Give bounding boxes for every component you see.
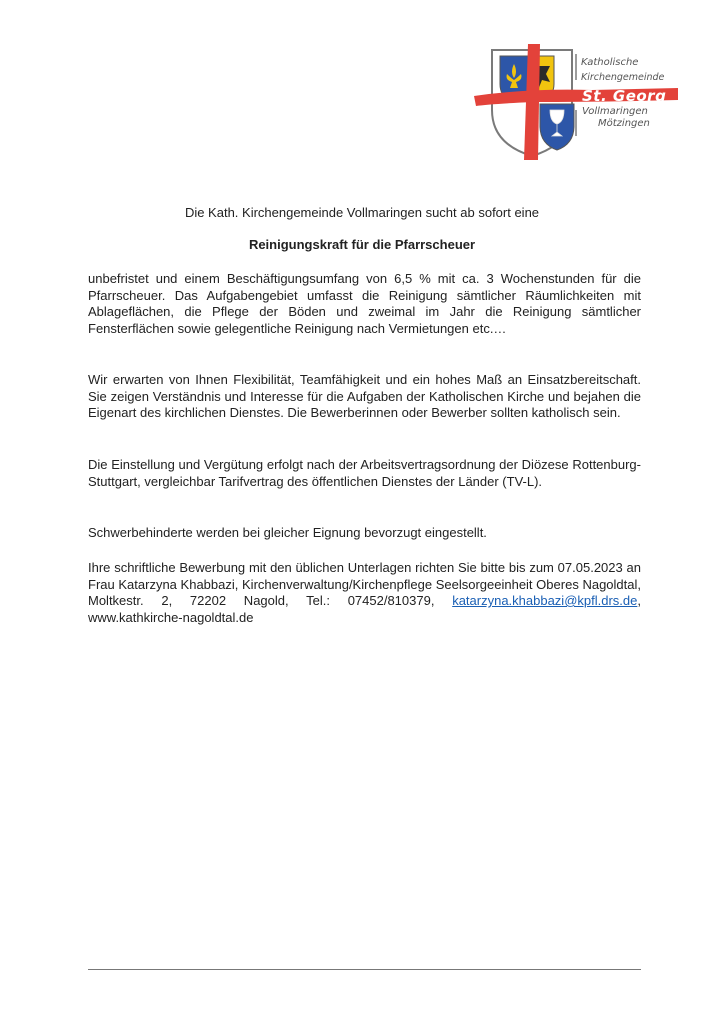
logo-line-5: Mötzingen [598,118,650,129]
contact-email-link[interactable]: katarzyna.khabbazi@kpfl.drs.de [452,593,638,608]
logo-line-2: Kirchengemeinde [581,72,665,83]
separator: , [637,593,641,608]
application-text: Ihre schriftliche Bewerbung mit den üblichen Unterlagen richten Sie bitte bis zum 07.05.2023 an Frau Katarzyna Khabbazi, Kirchenverwaltung/Kirchenpflege Seelsorgeeinheit Oberes Nagoldtal, Moltkestr. 2, 72202 Nagold, Tel.: 07452/810379, [88,560,641,608]
footer-divider [88,969,641,970]
logo-line-4: Vollmaringen [582,106,648,117]
logo-parish-name: St. Georg [582,87,667,105]
parish-logo [470,44,680,160]
logo-line-1: Katholische [581,57,639,68]
paragraph-disability-note: Schwerbehinderte werden bei gleicher Eignung bevorzugt eingestellt. [88,525,487,540]
paragraph-application [88,560,641,626]
intro-line: Die Kath. Kirchengemeinde Vollmaringen sucht ab sofort eine [184,205,540,220]
job-title-heading: Reinigungskraft für die Pfarrscheuer [248,237,476,252]
paragraph-expectations: Wir erwarten von Ihnen Flexibilität, Teamfähigkeit und ein hohes Maß an Einsatzbereitschaft. Sie zeigen Verständnis und Interesse für die Aufgaben der Katholischen Kirche und bejahen die Eigenart des kirchlichen Dienstes. Die Bewerberinnen oder Bewerber sollten katholisch sein. [88,372,641,420]
website-text: www.kathkirche-nagoldtal.de [88,609,254,625]
paragraph-job-description: unbefristet und einem Beschäftigungsumfang von 6,5 % mit ca. 3 Wochenstunden für die Pfarrscheuer. Das Aufgabengebiet umfasst die Reinigung sämtlicher Räumlichkeiten mit Ablageflächen, die Pflege der Böden und zweimal im Jahr die Reinigung sämtlicher Fensterflächen sowie gelegentliche Reinigung nach Vermietungen etc.… [88,271,641,336]
paragraph-compensation: Die Einstellung und Vergütung erfolgt nach der Arbeitsvertragsordnung der Diözese Rottenburg-Stuttgart, vergleichbar Tarifvertrag des öffentlichen Dienstes der Länder (TV-L). [88,457,641,489]
